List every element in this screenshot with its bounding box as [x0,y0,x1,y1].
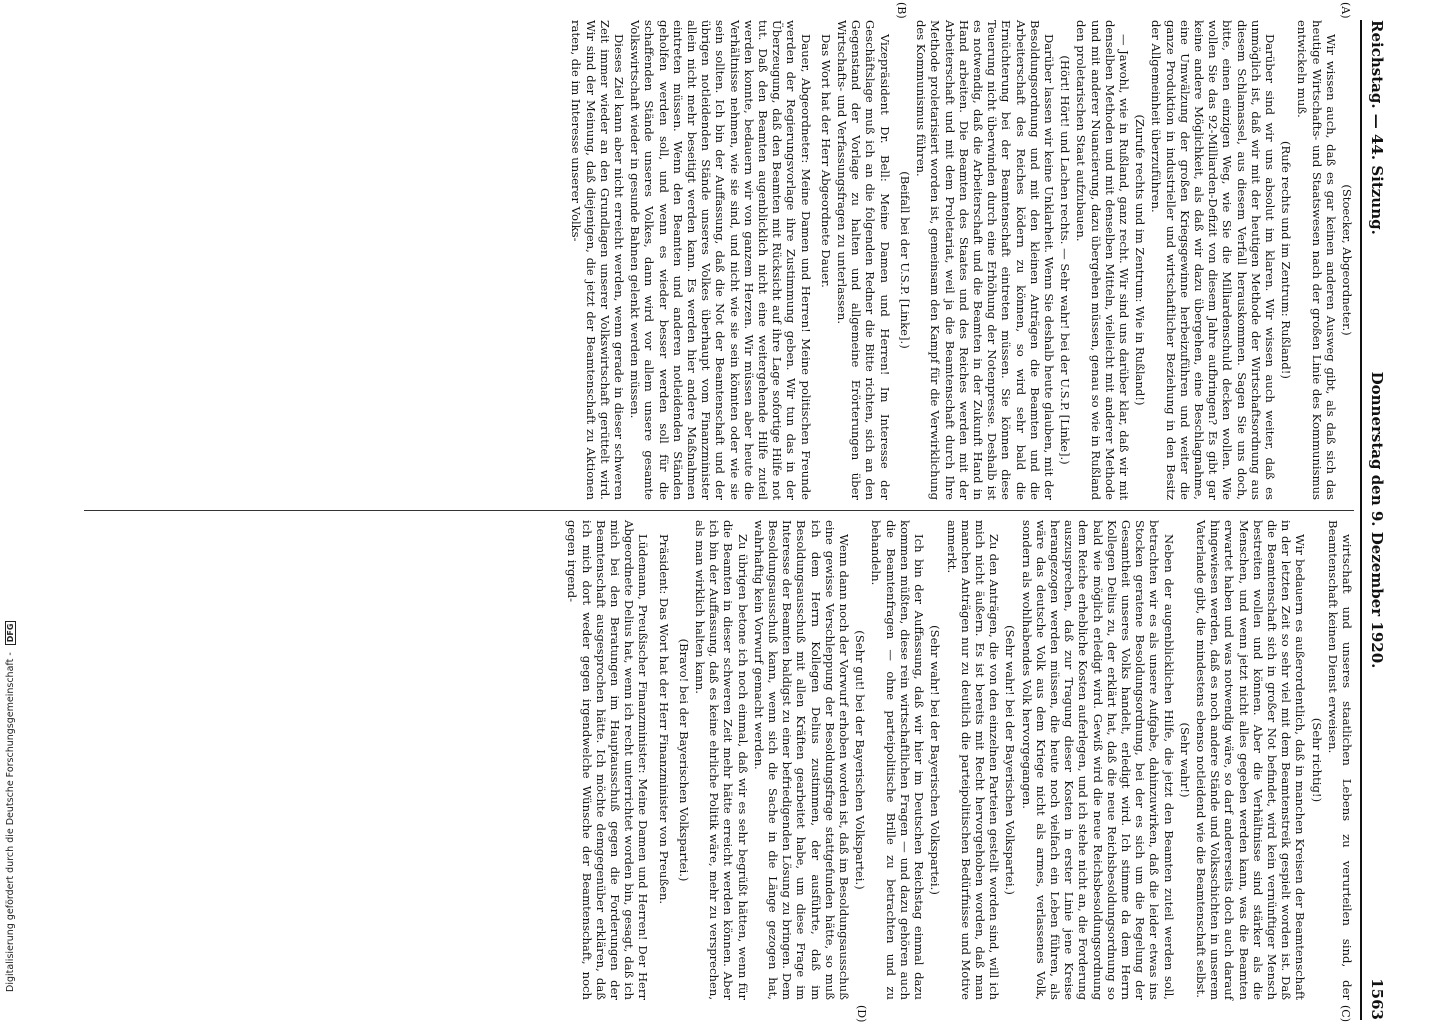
margin-marker-b: (B) [895,2,908,19]
interjection: (Bravo! bei der Bayerischen Volkspartei.) [676,638,691,882]
interjection: (Sehr wahr! bei der Bayerischen Volkspartei.) [1003,625,1018,895]
paragraph: Lüdemann, Preußischer Finanzminister: Meine Damen und Herren! Der Herr Abgeordnete Delius hat, wenn ich recht unterrichtet worden bin, gesagt, daß ich mich bei den Beratungen im Hauptausschuß gegen die Forderungen der Beamtenschaft ausgesprochen hätte. Ich möchte demgegenüber erklären, daß ich mich dort weder gegen irgendwelche Wünsche der Beamtenschaft, noch gegen irgend- [565,520,651,1000]
interjection: (Sehr wahr! bei der Bayerischen Volkspartei.) [928,625,943,895]
right-column [563,520,1354,1000]
paragraph: Wir wissen auch, daß es gar keinen anderen Ausweg gibt, als daß sich das heutige Wirtschafts- und Staatswesen nach der großen Linie des Kommunismus entwickeln muß. [1295,20,1338,500]
paragraph: Wir bedauern es außerordentlich, daß in manchen Kreisen der Beamtenschaft in der letzten Zeit so sehr viel mit dem Beamtenstreik gespielt worden ist. Daß die Beamtenschaft sich in großer Not befindet, wird kein vernünftiger Mensch bestreiten wollen und können. Aber die Verhältnisse sind stärker als die Menschen, und wenn jetzt nicht alles gegeben werden kann, was die Beamten erwartet haben und was notwendig wäre, so darf andererseits doch auch darauf hingewiesen werden, daß es noch andere Stände und Volksschichten in unserem Vaterlande gibt, die mindestens ebenso notleidend wie die Beamtenschaft selbst. [1193,520,1308,1000]
paragraph: Dieses Ziel kann aber nicht erreicht werden, wenn gerade in dieser schweren Zeit immer wieder an den Grundlagen unserer Volkswirtschaft gerüttelt wird. Wir sind der Meinung, daß diejenigen, die jetzt der Beamtenschaft zu Aktionen raten, die im Interesse unserer Volks- [569,20,627,500]
interjection: (Sehr wahr!) [1177,722,1192,798]
paragraph: Darüber sind wir uns absolut im klaren. Wir wissen auch weiter, daß es unmöglich ist, daß wir mit der heutigen Methode der Wirtschaftsordnung aus diesem Schlamassel, aus diesem Verfall herauskommen. Sagen Sie uns doch, bitte, einen einzigen Weg, wie Sie die Milliardenschuld decken wollen. Wie wollen Sie das 92-Milliarden-Defizit von diesem Jahre aufbringen? Es gibt gar keine andere Möglichkeit, als daß wir dazu übergehen, eine Beschlagnahme, eine Umwälzung der großen Kriegsgewinne herbeizuführen und weiter die ganze Produktion in industrieller und wirtschaftlicher Beziehung in den Besitz der Allgemeinheit überzuführen. [1149,20,1277,500]
paragraph: wirtschaft und unseres staatlichen Lebens zu verurteilen sind, der Beamtenschaft keinen Dienst erweisen. [1325,520,1354,1000]
paragraph: Zu den Anträgen, die von den einzelnen Parteien gestellt worden sind, will ich mich nicht äußern. Es ist bereits mit Recht hervorgehoben worden, daß man manchen Anträgen nur zu deutlich die parteipolitischen Bedürfnisse und Motive anmerkt. [944,520,1002,1000]
credit-text [5,621,16,992]
interjection: (Beifall bei der U.S.P. [Linke].) [897,171,912,349]
margin-marker-d: (D) [855,1005,868,1022]
digitization-credit [4,0,18,1000]
interjection: (Sehr gut! bei der Bayerischen Volkspartei.) [853,630,868,890]
interjection: (Zurufe rechts und im Zentrum: Wie in Rußland!) [1133,114,1148,406]
paragraph: — Jawohl, wie in Rußland, ganz recht. Wir sind uns darüber klar, daß wir mit denselben Methoden und mit denselben Mitteln, vielleicht mit anderer Methode und mit anderer Nuancierung, dazu übergehen müssen, genau so wie in Rußland den proletarischen Staat aufzubauen. [1074,20,1131,500]
page-header [1360,20,1388,1020]
paragraph: (Stoecker, Abgeordneter.) [1340,184,1354,336]
paragraph: Präsident: Das Wort hat der Herr Finanzminister von Preußen. [656,534,671,905]
page-number: 1563 [1368,978,1386,1020]
rotated-page [58,2,1388,1022]
left-column [567,20,1354,500]
paragraph: Das Wort hat der Herr Abgeordnete Dauer. [818,34,833,288]
interjection: (Sehr richtig!) [1309,717,1324,803]
header-left: Reichstag. — 44. Sitzung. [1368,20,1386,235]
dfg-logo: DFG [5,621,16,646]
credit-label: Digitalisierung gefördert durch die Deutsche Forschungsgemeinschaft - [5,652,16,992]
paragraph: Dauer, Abgeordneter: Meine Damen und Herren! Meine politischen Freunde werden der Regierungsvorlage ihre Zustimmung geben. Wir tun das in der Überzeugung, daß den Beamten mit Rücksicht auf ihre Lage sofortige Hilfe not tut. Daß den Beamten augenblicklich nicht eine weitergehende Hilfe zuteil werden konnte, bedauern wir von ganzem Herzen. Wir müssen aber heute die Verhältnisse nehmen, wie sie sind, und nicht wie sie sein könnten oder wie sie sein sollten. Ich bin der Auffassung, daß die Not der Beamtenschaft und der übrigen notleidenden Stände unseres Volkes überhaupt vom Finanzminister allein nicht mehr beseitigt werden kann. Es werden hier andere Maßnahmen eintreten müssen. Wenn den Beamten und anderen notleidenden Ständen geholfen werden soll, und wenn es wieder besser werden soll für die schaffenden Stände unseres Volkes, dann wird vor allem unsere gesamte Volkswirtschaft wieder in gesunde Bahnen gelenkt werden müssen. [628,20,813,500]
margin-marker-a: (A) [1339,2,1352,19]
paragraph: Darüber lassen wir keine Unklarheit. Wenn Sie deshalb heute glauben, mit der Besoldungsordnung und mit den kleinen Anträgen die Beamten und die Arbeiterschaft des Reiches ködern zu können, so wird sehr bald die Ernüchterung bei der Beamtenschaft eintreten müssen. Sie können diese Teuerung nicht überwinden durch eine Erhöhung der Notenpresse. Deshalb ist es notwendig, daß die Arbeiterschaft und die Beamten in der Zukunft Hand in Hand arbeiten. Die Beamten des Staates und des Reiches werden mit der Arbeiterschaft und mit dem Proletariat, weil ja die Beamtenschaft durch Ihre Methode proletarisiert worden ist, gemeinsam den Kampf für die Verwirklichung des Kommunismus führen. [914,20,1056,500]
interjection: (Rufe rechts und im Zentrum: Rußland!) [1279,141,1294,379]
paragraph: Ich bin der Auffassung, daß wir hier im Deutschen Reichstag einmal dazu kommen müßten, diese rein wirtschaftlichen Fragen — und dazu gehören auch die Beamtenfragen — ohne parteipolitische Brille zu betrachten und zu behandeln. [869,520,927,1000]
paragraph: Wenn dann noch der Vorwurf erhoben worden ist, daß im Besoldungsausschuß eine gewisse Verschleppung der Besoldungsfrage stattgefunden hätte, so muß ich dem Herrn Kollegen Delius zustimmen, der ausführte, daß im Besoldungsausschuß mit allen Kräften gearbeitet habe, um diese Frage im Interesse der Beamten baldigst zu einer befriedigenden Lösung zu bringen. Dem Besoldungsausschuß kann, wenn sich die Sache in die Länge gezogen hat, wahrhaftig kein Vorwurf gemacht werden. [751,520,852,1000]
column-divider [84,510,1354,511]
paragraph: Vizepräsident Dr. Bell: Meine Damen und Herren! Im Interesse der Geschäftslage muß ich an die folgenden Redner die Bitte richten, sich an den Gegenstand der Vorlage zu halten und allgemeine Erörterungen über Wirtschafts- und Verfassungsfragen zu unterlassen. [835,20,892,500]
paragraph: Zu übrigen betone ich noch einmal, daß wir es sehr begrüßt hätten, wenn für die Beamten in dieser schweren Zeit mehr hätte erreicht werden können. Aber ich bin der Auffassung, daß es keine ehrliche Politik wäre, mehr zu versprechen, als man wirklich halten kann. [693,520,750,1000]
paragraph: Neben der augenblicklichen Hilfe, die jetzt den Beamten zuteil werden soll, betrachten wir es als unsere Aufgabe, dahinzuwirken, daß die leider etwas ins Stocken geratene Besoldungsordnung, bei der es sich um die Regelung der Gesamtheit unseres Volks handelt, erledigt wird. Ich stimme da dem Herrn Kollegen Delius zu, der erklärt hat, daß die neue Reichsbesoldungsordnung so bald wie möglich erledigt wird. Gewiß wird die neue Reichsbesoldungsordnung dem Reiche erhebliche Kosten auferlegen, und ich stehe nicht an, die Forderung auszusprechen, daß zur Tragung dieser Kosten in erster Linie jene Kreise herangezogen werden müssen, die heute noch vielfach ein Leben führen, als wäre das deutsche Volk aus dem Kriege nicht als armes, verlassenes Volk, sondern als wohlhabendes Volk hervorgegangen. [1019,520,1176,1000]
interjection: (Hört! Hört! und Lachen rechts. — Sehr wahr! bei der U.S.P. [Linke].) [1058,55,1073,465]
header-date: Donnerstag den 9. Dezember 1920. [1368,371,1386,669]
margin-marker-c: (C) [1339,1005,1352,1022]
